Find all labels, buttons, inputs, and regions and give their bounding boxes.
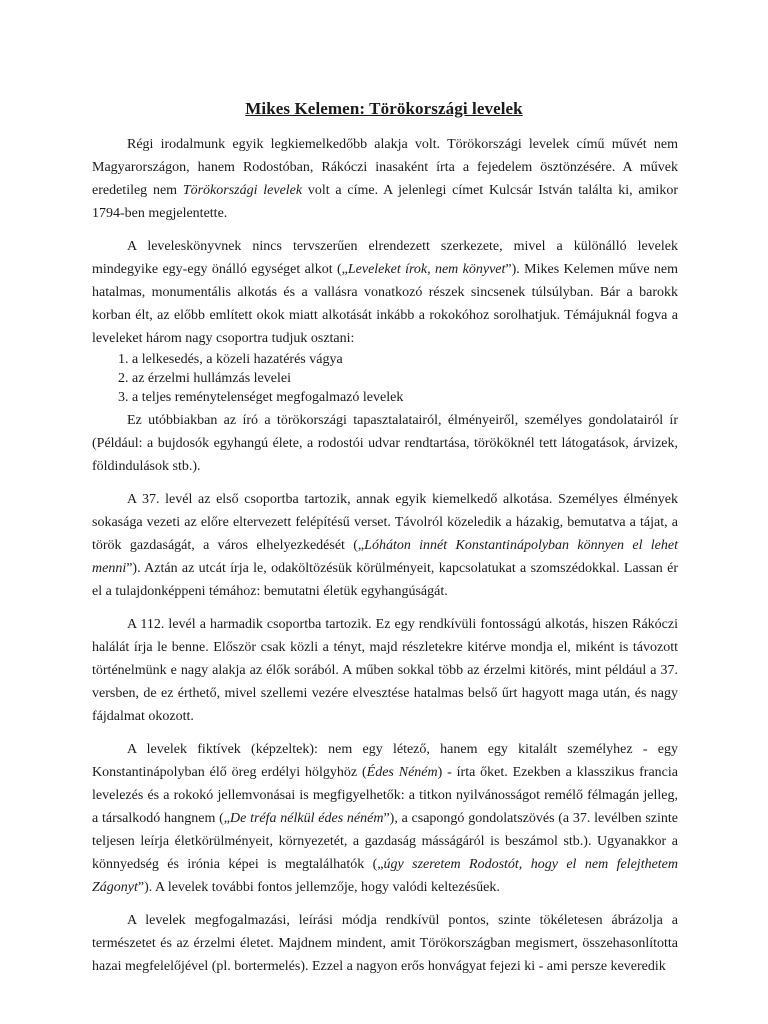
document-body	[92, 133, 678, 988]
paragraph-6-text-a: A levelek fiktívek (képzeltek): nem egy létező, hanem egy kitalált személyhez - egy Konstantinápolyban élő öreg erdélyi hölgyhöz (	[92, 742, 678, 780]
list-item: 2. az érzelmi hullámzás levelei	[132, 369, 678, 388]
paragraph-1-italic: Törökországi levelek	[182, 183, 303, 198]
paragraph-6	[92, 738, 678, 899]
list-item: 1. a lelkesedés, a közeli hazatérés vágya	[132, 350, 678, 369]
paragraph-4-text-b: ”). Aztán az utcát írja le, odaköltözésük körülményeit, kapcsolatukat a szomszédokkal. Lassan ér el a tulajdonképpeni témához: bemutatni életük egyhangúságát.	[92, 561, 678, 599]
paragraph-1-text-a: Régi irodalmunk egyik legkiemelkedőbb alakja volt. Törökországi levelek című művét nem Magyarországon, hanem Rodostóban, Rákóczi inasaként írta a fejedelem ösztönzésére. A művek eredetileg nem	[92, 137, 678, 198]
paragraph-4	[92, 488, 678, 603]
paragraph-6-text-d: ”). A levelek további fontos jellemzője, hogy valódi keltezésűek.	[137, 880, 500, 895]
paragraph-2	[92, 235, 678, 350]
paragraph-5: A 112. levél a harmadik csoportba tartozik. Ez egy rendkívüli fontosságú alkotás, hiszen Rákóczi halálát írja le benne. Először csak közli a tényt, majd részletekre kitérve mondja el, miként is távozott történelmünk e nagy alakja az élők sorából. A műben sokkal több az érzelmi kitörés, mint például a 37. versben, de ez érthető, mivel szellemi vezére elvesztése hatalmas belső űrt hagyott maga után, és nagy fájdalmat okozott.	[92, 617, 678, 724]
list-item: 3. a teljes reménytelenséget megfogalmazó levelek	[132, 388, 678, 407]
paragraph-4-italic: Lóháton innét Konstantinápolyban könnyen el lehet menni	[92, 538, 678, 576]
paragraph-1-text-b: volt a címe. A jelenlegi címet Kulcsár István találta ki, amikor 1794-ben megjelentette.	[92, 183, 679, 221]
paragraph-2-text-a: A leveleskönyvnek nincs tervszerűen elrendezett szerkezete, mivel a különálló levelek mindegyike egy-egy önálló egységet alkot („	[92, 239, 678, 277]
paragraph-6-text-b: ) - írta őket. Ezekben a klasszikus francia levelezés és a rokokó jellemvonásai is megfigyelhetők: a titkon nyilvánosságot remélő félmagán jelleg, a társalkodó hangnem („	[92, 765, 678, 826]
paragraph-1	[92, 133, 678, 225]
paragraph-6-text-c: ”), a csapongó gondolatszövés (a 37. levélben szinte teljesen leírja életkörülményeit, környezetét, a gazdaság másságáról is beszámol stb.). Ugyanakkor a könnyedség és irónia képei is megtalálhatók („	[92, 811, 679, 872]
paragraph-3: Ez utóbbiakban az író a törökországi tapasztalatairól, élményeiről, személyes gondolatairól ír (Például: a bujdosók egyhangú élete, a rodostói udvar rendtartása, törököknél tett látogatások, árvizek, földindulások stb.).	[92, 413, 678, 474]
paragraph-6-italic-2: De tréfa nélkül édes néném	[230, 811, 384, 826]
page-title: Mikes Kelemen: Törökországi levelek	[245, 99, 523, 118]
paragraph-6-italic-1: Édes Néném	[366, 765, 438, 780]
paragraph-7: A levelek megfogalmazási, leírási módja rendkívül pontos, szinte tökéletesen ábrázolja a természetet és az érzelmi életet. Majdnem mindent, amit Törökországban megismert, összehasonlította hazai megfelelőjével (pl. bortermelés). Ezzel a nagyon erős honvágyat fejezi ki - ami persze keveredik	[92, 913, 678, 974]
paragraph-4-text-a: A 37. levél az első csoportba tartozik, annak egyik kiemelkedő alkotása. Személyes élmények sokasága vezeti az előre eltervezett felépítésű verset. Távolról közeledik a házakig, bemutatva a tájat, a török gazdaságát, a város elhelyezkedését („	[92, 492, 678, 553]
letter-groups-list	[92, 350, 678, 407]
paragraph-6-italic-3: úgy szeretem Rodostót, hogy el nem felejthetem Zágonyt	[92, 857, 679, 895]
paragraph-2-italic: Leveleket írok, nem könyvet	[347, 262, 506, 277]
paragraph-2-text-b: ”). Mikes Kelemen műve nem hatalmas, monumentális alkotás és a vallásra vonatkozó részek sincsenek túlsúlyban. Bár a barokk korban élt, az előbb említett okok miatt alkotását inkább a rokokóhoz sorolhatjuk. Témájuknál fogva a leveleket három nagy csoportra tudjuk osztani:	[92, 262, 678, 346]
